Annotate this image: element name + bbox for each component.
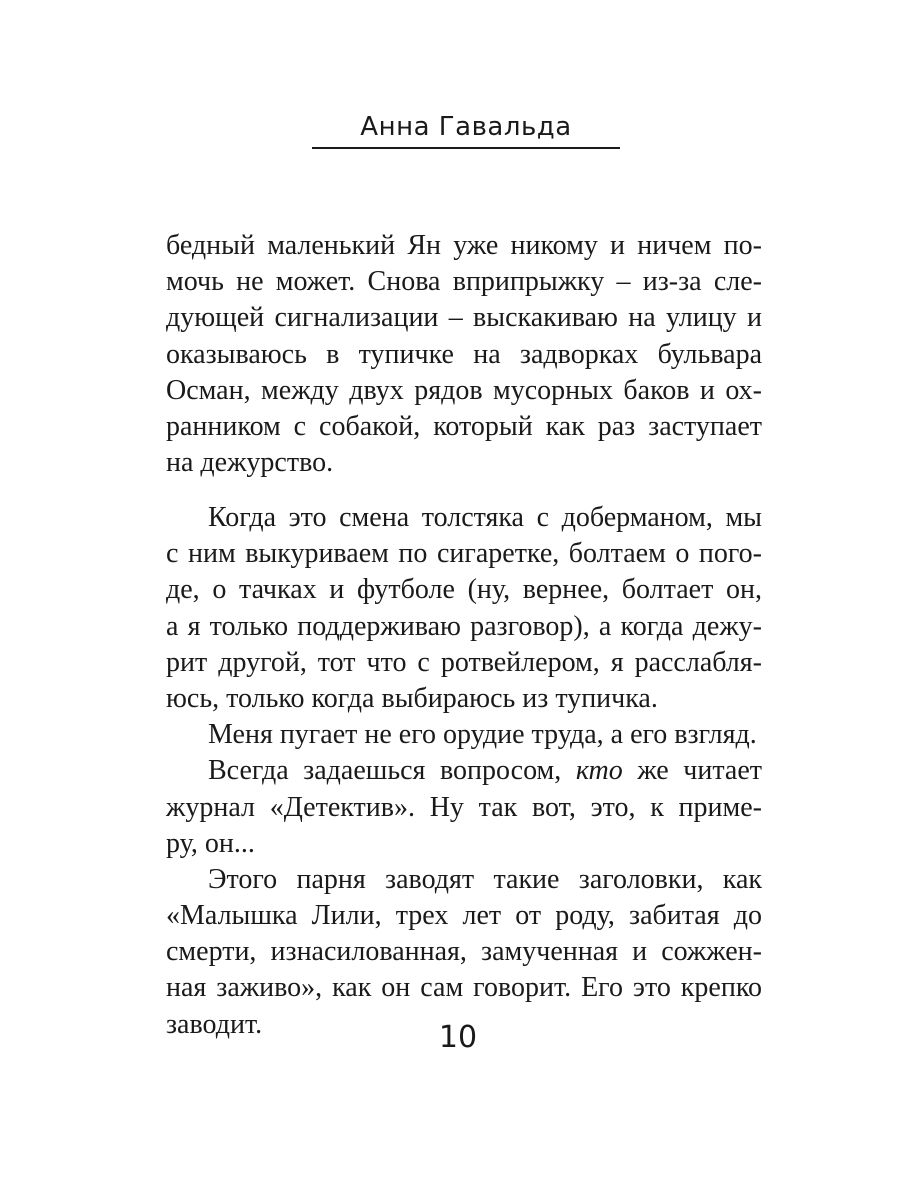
body-line: Осман, между двух рядов мусорных баков и ох- [166,374,762,406]
running-title-rule [312,147,620,149]
body-line: смерти, изнасилованная, замученная и сожжен- [166,936,762,968]
body-text-segment: Всегда задаешься вопросом, [208,755,576,787]
body-text-segment: же читает [622,755,763,787]
body-line: ру, он... [166,827,255,859]
body-line: Этого парня заводят такие заголовки, как [208,863,762,895]
text-block-bottom [166,500,762,1043]
body-line: на дежурство. [166,447,334,479]
body-line: заводит. [166,1008,263,1040]
body-line: бедный маленький Ян уже никому и ничем по- [166,230,762,261]
body-line: а я только поддерживаю разговор), а когда дежу- [166,610,762,642]
body-line: Меня пугает не его орудие труда, а его взгляд. [208,719,757,751]
body-line: с ним выкуриваем по сигаретке, болтаем о пого- [166,538,762,570]
body-line: журнал «Детектив». Ну так вот, это, к приме- [166,791,762,823]
page-number: 10 [438,1020,478,1055]
body-line: дующей сигнализации – выскакиваю на улицу и [166,302,762,334]
body-line: де, о тачках и футболе (ну, вернее, болтает он, [166,574,762,606]
body-line: рит другой, тот что с ротвейлером, я расслабля- [166,646,762,678]
body-line: ранником с собакой, который как раз заступает [166,410,762,442]
body-line: мочь не может. Снова вприпрыжку – из-за сле- [166,266,762,298]
body-line [166,753,762,789]
italic-word: кто [575,755,623,787]
text-block-top [166,228,762,481]
body-line: ная заживо», как он сам говорит. Его это крепко [166,972,762,1004]
body-line: «Малышка Лили, трех лет от роду, забитая до [166,900,762,932]
body-line: Когда это смена толстяка с доберманом, мы [208,502,762,533]
running-title: Анна Гавальда [360,112,572,142]
body-line: оказываюсь в тупичке на задворках бульвара [166,338,762,370]
body-line: юсь, только когда выбираюсь из тупичка. [166,682,658,714]
